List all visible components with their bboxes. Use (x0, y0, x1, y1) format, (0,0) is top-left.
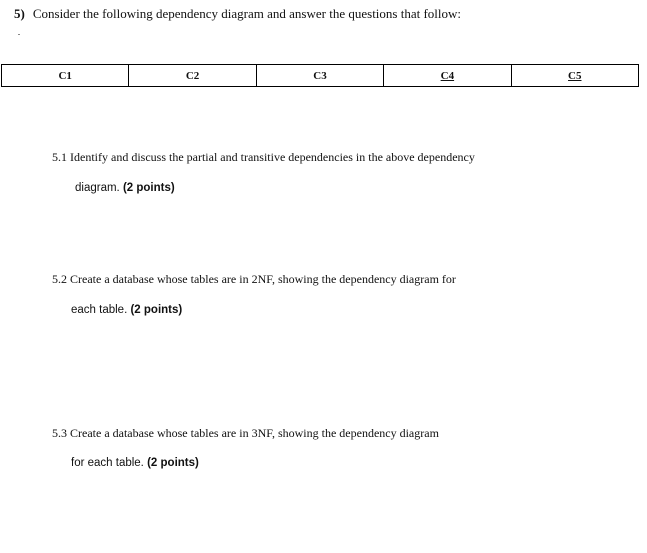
column-label: C3 (313, 69, 327, 82)
column-label: C1 (58, 69, 72, 82)
subquestion-5-1-continuation (75, 182, 175, 194)
dependency-table-row (2, 65, 639, 87)
subquestion-5-3-continuation (71, 457, 199, 469)
subquestion-5-1-tail: diagram. (75, 182, 120, 194)
subquestion-5-3-tail: for each table. (71, 457, 144, 469)
subquestion-5-2-tail: each table. (71, 304, 128, 316)
column-c4 (384, 65, 511, 87)
question-text: Consider the following dependency diagram and answer the questions that follow: (32, 6, 462, 21)
question-number: 5) (14, 6, 25, 21)
column-c2 (129, 65, 256, 87)
subquestion-5-3-points: (2 points) (147, 457, 199, 469)
subquestion-5-2-points: (2 points) (130, 304, 183, 316)
dependency-table (1, 64, 639, 87)
column-label: C2 (185, 69, 200, 82)
column-c1 (2, 65, 129, 87)
stray-mark (18, 34, 20, 35)
subquestion-5-1-text: 5.1 Identify and discuss the partial and transitive dependencies in the above dependency (52, 150, 475, 164)
column-label: C5 (568, 69, 582, 82)
column-label: C4 (440, 69, 455, 82)
column-c3 (256, 65, 383, 87)
subquestion-5-3-text: 5.3 Create a database whose tables are in 3NF, showing the dependency diagram (52, 426, 439, 440)
question-heading (14, 6, 461, 22)
column-c5 (511, 65, 638, 87)
subquestion-5-2-continuation (71, 304, 182, 316)
subquestion-5-2-text: 5.2 Create a database whose tables are in 2NF, showing the dependency diagram for (52, 272, 456, 286)
subquestion-5-1-points: (2 points) (122, 182, 175, 194)
